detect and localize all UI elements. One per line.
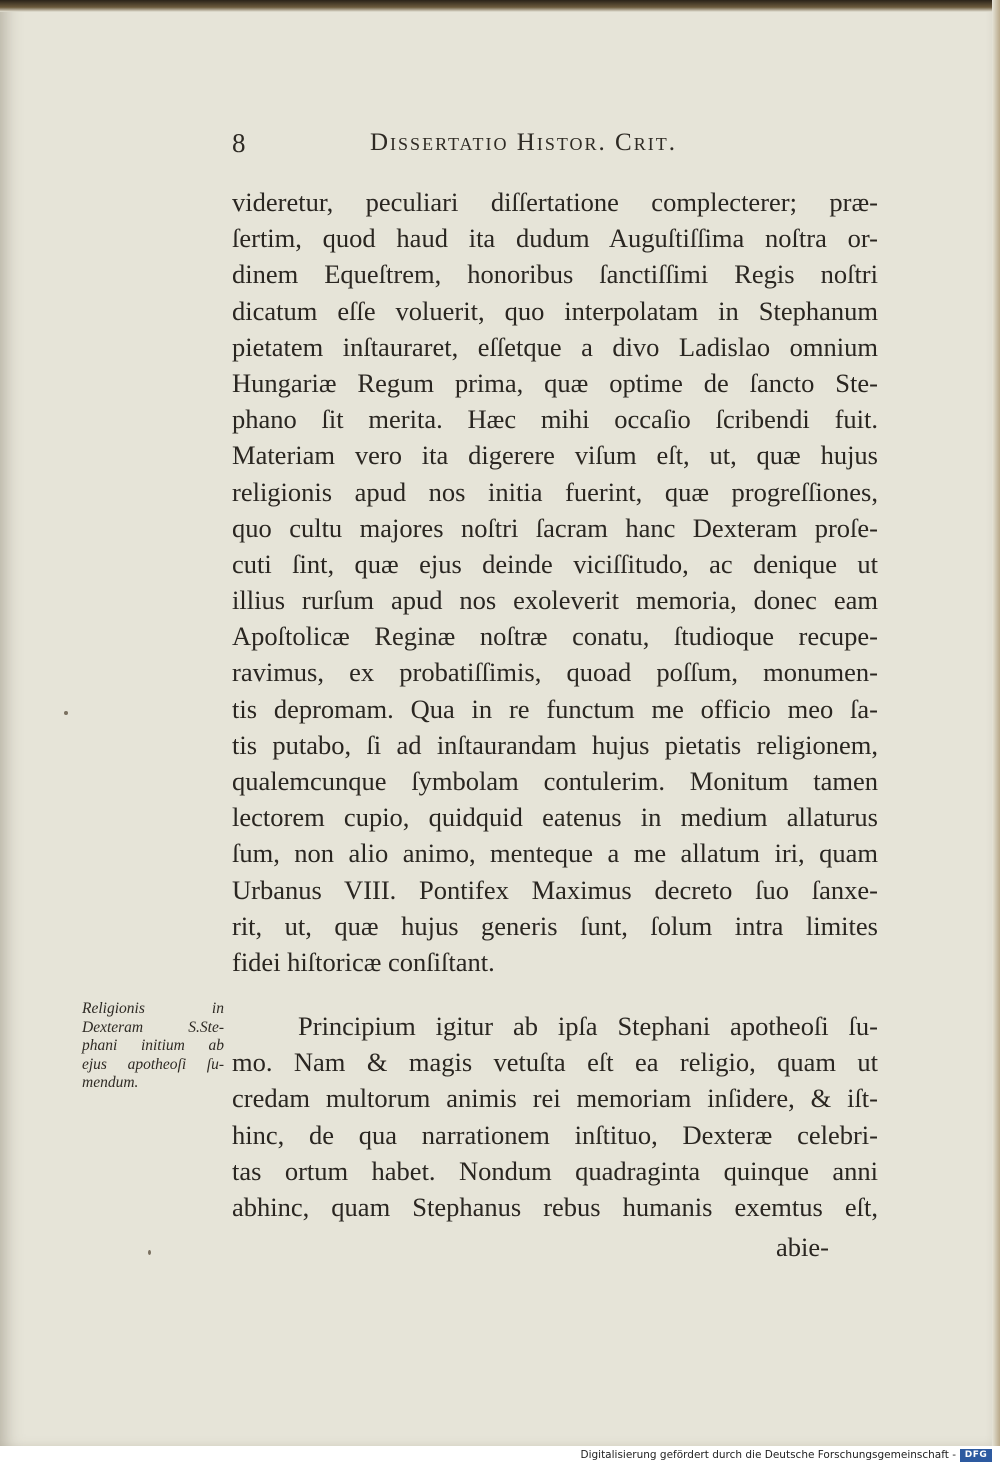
paper-speck [64,711,68,715]
page-right-edge [992,0,1000,1446]
text-line: phano ſit merita. Hæc mihi occaſio ſcribendi fuit. [232,404,878,435]
running-head-title: Dissertatio Histor. Crit. [370,129,677,156]
margin-note [82,1000,224,1093]
text-line: fidei hiſtoricæ conſiſtant. [232,946,495,977]
text-line: ſum, non alio animo, menteque a me allatum iri, quam [232,838,878,869]
text-line: lectorem cupio, quidquid eatenus in medium allaturus [232,802,878,833]
text-line: Urbanus VIII. Pontifex Maximus decreto ſuo ſanxe- [232,874,878,905]
text-line: illius rurſum apud nos exoleverit memoria, donec eam [232,585,878,616]
text-line: credam multorum animis rei memoriam inſidere, & iſt- [232,1083,878,1114]
text-line: mo. Nam & magis vetuſta eſt ea religio, quam ut [232,1047,878,1078]
text-line: tis putabo, ſi ad inſtaurandam hujus pietatis religionem, [232,729,878,760]
page-number: 8 [232,128,246,158]
text-line: Apoſtolicæ Reginæ noſtræ conatu, ſtudioque recupe- [232,621,878,652]
text-line: cuti ſint, quæ ejus deinde viciſſitudo, ac denique ut [232,548,878,579]
text-line: hinc, de qua narrationem inſtituo, Dexteræ celebri- [232,1119,878,1150]
text-line: videretur, peculiari diſſertatione complecterer; præ- [232,187,878,217]
margin-note-line: Dexteram S.Ste- [82,1018,224,1036]
margin-note-line: mendum. [82,1074,139,1091]
text-line: dicatum eſſe voluerit, quo interpolatam in Stephanum [232,295,878,326]
dfg-logo-icon: DFG [960,1449,992,1462]
running-head [232,128,752,168]
text-line: quo cultu majores noſtri ſacram hanc Dexteram proſe- [232,512,878,543]
paper-speck [148,1250,151,1255]
margin-note-line: ejus apotheoſi ſu- [82,1055,224,1073]
text-line: qualemcunque ſymbolam contulerim. Monitum tamen [232,766,878,796]
text-line: Materiam vero ita digerere viſum eſt, ut, quæ hujus [232,440,878,471]
text-line: dinem Equeſtrem, honoribus ſanctiſſimi Regis noſtri [232,259,878,290]
text-line: tis depromam. Qua in re functum me officio meo ſa- [232,693,878,724]
text-line: Principium igitur ab ipſa Stephani apotheoſi ſu- [298,1011,878,1041]
margin-note-line: phani initium ab [82,1037,224,1054]
text-line: tas ortum habet. Nondum quadraginta quinque anni [232,1155,878,1186]
text-line: rit, ut, quæ hujus generis ſunt, ſolum intra limites [232,910,878,941]
text-line: ravimus, ex probatiſſimis, quoad poſſum, monumen- [232,657,878,688]
text-line: ſertim, quod haud ita dudum Auguſtiſſima noſtra or- [232,223,878,254]
text-line: religionis apud nos initia fuerint, quæ progreſſiones, [232,476,878,507]
text-line: Hungariæ Regum prima, quæ optime de ſancto Ste- [232,367,878,398]
footer-credit: Digitalisierung gefördert durch die Deutsche Forschungsgemeinschaft - [580,1449,956,1461]
paragraph-1 [232,184,878,980]
paragraph-2 [232,1008,878,1225]
margin-note-line: Religionis in [82,1000,224,1017]
catchword: abie- [776,1232,829,1262]
text-line: pietatem inſtauraret, eſſetque a divo Ladislao omnium [232,331,878,362]
digitization-footer [0,1446,1000,1466]
text-line: abhinc, quam Stephanus rebus humanis exemtus eſt, [232,1191,878,1222]
page-top-edge [0,0,1000,12]
